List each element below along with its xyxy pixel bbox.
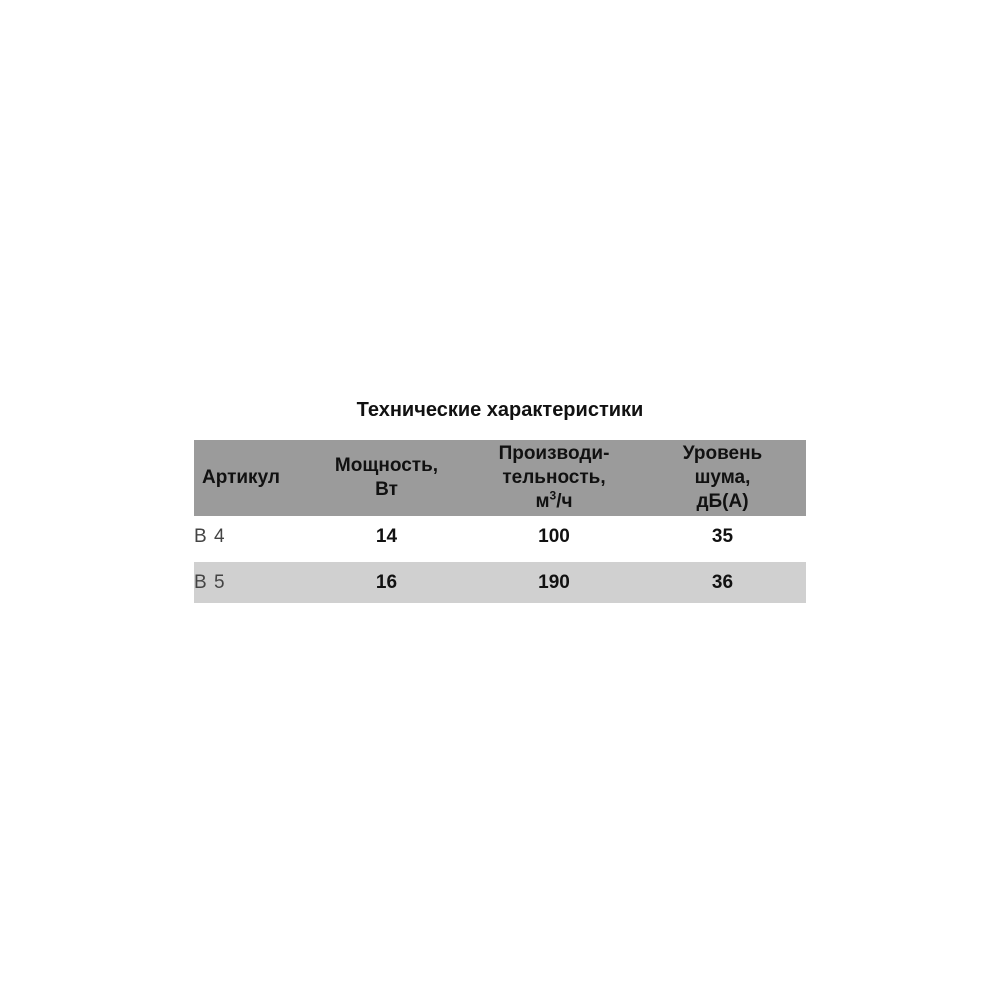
table-row: [194, 516, 806, 557]
table-header: [194, 440, 806, 516]
row-sku: В 4: [194, 525, 226, 547]
header-capacity-line3: [469, 490, 639, 514]
row-capacity: 190: [538, 571, 570, 593]
header-capacity-line1: Производи-: [498, 443, 610, 464]
header-capacity-unit-h: /ч: [556, 491, 573, 512]
row-power: 16: [375, 571, 398, 593]
header-power-line1: Мощность,: [334, 455, 439, 476]
header-noise: [639, 440, 806, 516]
row-power: 14: [375, 525, 398, 547]
row-noise: 35: [711, 525, 734, 547]
header-noise-line2: шума,: [694, 467, 751, 488]
header-noise-line3: дБ(А): [696, 491, 749, 512]
specifications-table: [194, 440, 806, 603]
table-title: Технические характеристики: [356, 399, 644, 421]
header-article-label: Артикул: [202, 467, 280, 488]
header-capacity: [469, 440, 639, 516]
row-sku: В 5: [194, 571, 226, 593]
row-capacity: 100: [538, 525, 570, 547]
header-capacity-unit-exp: 3: [549, 488, 557, 503]
table-body: [194, 516, 806, 603]
table-row: [194, 562, 806, 603]
header-power-line2: Вт: [375, 479, 398, 500]
header-capacity-unit-m: м: [535, 491, 550, 512]
header-capacity-line2: тельность,: [502, 467, 606, 488]
header-row: [194, 440, 806, 516]
header-article: [194, 440, 304, 516]
header-noise-line1: Уровень: [682, 443, 763, 464]
row-noise: 36: [711, 571, 734, 593]
header-power: [304, 440, 469, 516]
